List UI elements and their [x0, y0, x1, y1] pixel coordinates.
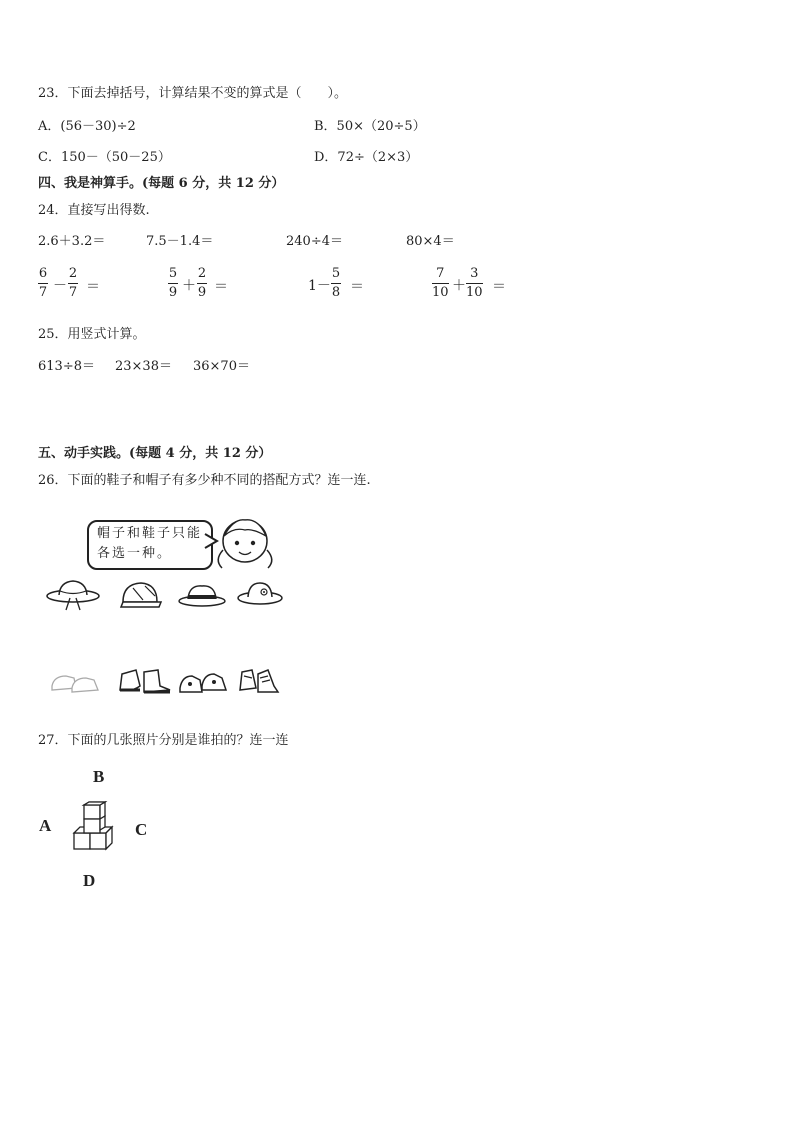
girl-illustration-icon	[212, 514, 278, 570]
fraction	[197, 266, 207, 301]
numerator: 2	[68, 266, 78, 281]
fraction-bar	[466, 283, 483, 284]
fraction-bar	[38, 283, 48, 284]
stacked-cubes-icon	[70, 800, 122, 856]
viewer-label-d: D	[83, 871, 96, 890]
fraction	[68, 266, 78, 301]
light-sneakers-icon	[48, 668, 102, 696]
equals: ＝	[86, 279, 100, 295]
denominator: 8	[331, 285, 341, 300]
operator: －	[53, 278, 67, 294]
equals: ＝	[214, 279, 228, 295]
numerator: 7	[436, 266, 445, 281]
viewer-label-c: C	[135, 820, 148, 839]
q24-calc-2: 7.5－1.4＝	[146, 234, 214, 249]
denominator: 9	[197, 285, 207, 300]
denominator: 7	[68, 285, 78, 300]
section-5-title: 五、动手实践。(每题 4 分，共 12 分）	[38, 446, 272, 461]
q24-stem: 24．直接写出得数.	[38, 203, 150, 218]
equals: ＝	[492, 279, 506, 295]
numerator: 5	[331, 266, 341, 281]
boots-icon	[116, 664, 174, 698]
q23-stem: 23．下面去掉括号，计算结果不变的算式是（ ）。	[38, 86, 348, 101]
kids-shoes-icon	[176, 666, 230, 698]
fraction	[38, 266, 48, 301]
numerator: 6	[38, 266, 48, 281]
q24-calc-3: 240÷4＝	[286, 234, 343, 249]
fraction	[432, 266, 449, 301]
q23-option-c[interactable]: C．150－（50－25）	[38, 150, 171, 165]
denominator: 10	[432, 285, 449, 300]
fraction-bar	[432, 283, 449, 284]
denominator: 9	[168, 285, 178, 300]
denominator: 7	[38, 285, 48, 300]
operator: ＋	[182, 278, 196, 294]
fraction-bar	[68, 283, 78, 284]
fraction-bar	[197, 283, 207, 284]
q23-option-b[interactable]: B．50×（20÷5）	[314, 119, 426, 134]
sun-hat-ribbon-icon	[44, 578, 102, 612]
bubble-text-line-2: 各选一种。	[97, 546, 173, 561]
q25-item-2: 23×38＝	[115, 359, 172, 374]
fraction	[466, 266, 483, 301]
fraction	[168, 266, 178, 301]
viewer-label-a: A	[39, 816, 52, 835]
high-top-sneakers-icon	[236, 664, 282, 698]
q26-stem: 26．下面的鞋子和帽子有多少种不同的搭配方式？连一连.	[38, 473, 371, 488]
fraction-bar	[331, 283, 341, 284]
q25-item-3: 36×70＝	[193, 359, 250, 374]
cap-hat-icon	[117, 580, 165, 612]
numerator: 5	[168, 266, 178, 281]
bubble-text-line-1: 帽子和鞋子只能	[97, 526, 203, 541]
fraction	[331, 266, 341, 301]
q25-item-1: 613÷8＝	[38, 359, 95, 374]
q25-stem: 25．用竖式计算。	[38, 327, 146, 342]
viewer-label-b: B	[93, 767, 105, 786]
q27-stem: 27．下面的几张照片分别是谁拍的？连一连	[38, 733, 289, 748]
operator: ＋	[452, 278, 466, 294]
whole-number: 1－	[308, 278, 331, 294]
q23-option-a[interactable]: A．(56－30)÷2	[38, 119, 136, 134]
fraction-bar	[168, 283, 178, 284]
q24-calc-4: 80×4＝	[406, 234, 455, 249]
denominator: 10	[466, 285, 483, 300]
sun-hat-flower-icon	[236, 578, 284, 610]
q23-option-d[interactable]: D．72÷（2×3）	[314, 150, 419, 165]
numerator: 2	[197, 266, 207, 281]
q24-calc-1: 2.6＋3.2＝	[38, 234, 106, 249]
numerator: 3	[470, 266, 479, 281]
equals: ＝	[350, 279, 364, 295]
section-4-title: 四、我是神算手。(每题 6 分，共 12 分）	[38, 176, 285, 191]
fedora-hat-icon	[177, 582, 227, 610]
